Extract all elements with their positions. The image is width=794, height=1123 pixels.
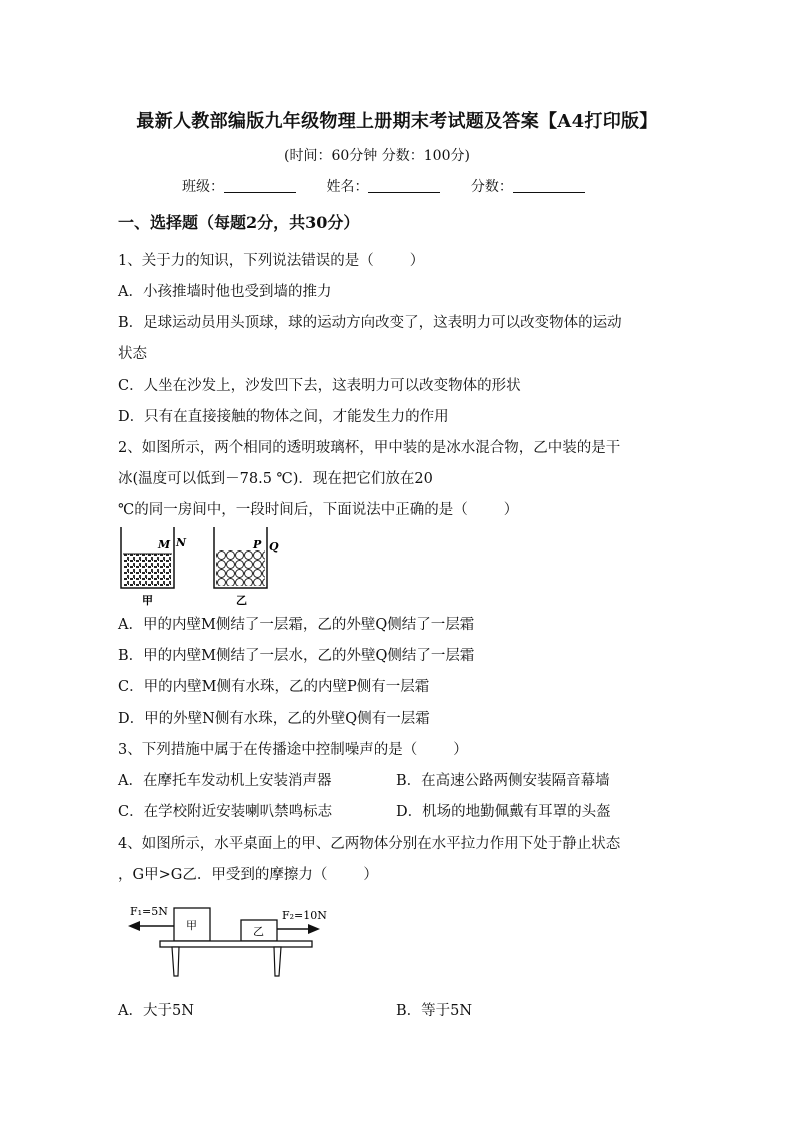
class-field [182,176,296,196]
class-blank [224,178,296,193]
q4-stem-2 [118,863,378,884]
score-blank [513,178,585,193]
block-jia-label: 甲 [186,919,197,932]
q2-option-b: B．甲的内壁M侧结了一层水，乙的外壁Q侧结了一层霜 [118,648,475,664]
q3-option-b: B．在高速公路两侧安装隔音幕墙 [396,773,610,789]
name-blank [368,178,440,193]
q4-stem-1: 4、如图所示，水平桌面上的甲、乙两物体分别在水平拉力作用下处于静止状态 [118,836,621,852]
q1-option-b: B．足球运动员用头顶球，球的运动方向改变了，这表明力可以改变物体的运动 [118,315,622,331]
q1-option-c: C．人坐在沙发上，沙发凹下去，这表明力可以改变物体的形状 [118,378,521,394]
page-title: 最新人教部编版九年级物理上册期末考试题及答案【A4打印版】 [136,111,658,132]
q3-stem-text: 3、下列措施中属于在传播途中控制噪声的是（ [118,742,418,758]
fig-label-jia: 甲 [142,594,153,607]
q2-stem-3-end: ） [503,502,519,518]
q1-option-b-cont: 状态 [118,346,147,362]
score-field [471,176,585,196]
q3-option-a: A．在摩托车发动机上安装消声器 [118,773,332,789]
q1-stem-text: 1、关于力的知识，下列说法错误的是（ [118,253,374,269]
cup-yi-icon [214,527,267,588]
arrow-right-icon [308,924,320,934]
q2-stem-1: 2、如图所示，两个相同的透明玻璃杯，甲中装的是冰水混合物，乙中装的是干 [118,440,621,456]
force-f2-label: F₂=10N [282,909,327,922]
fig-label-yi: 乙 [236,594,247,607]
arrow-left-icon [128,921,140,931]
class-label: 班级： [182,179,224,195]
q3-stem-end: ） [453,742,468,758]
q1-option-a: A．小孩推墙时他也受到墙的推力 [118,284,332,300]
q2-cups-figure [118,524,288,610]
q2-stem-3-text: ℃的同一房间中，一段时间后，下面说法中正确的是（ [118,502,468,518]
fig-label-p: P [253,538,262,551]
fig-label-n: N [176,536,187,549]
fig-label-m: M [158,538,171,551]
q3-option-c: C．在学校附近安装喇叭禁鸣标志 [118,804,333,820]
q1-stem-end: ） [409,253,425,269]
fig-label-q: Q [269,540,279,553]
score-label: 分数： [470,179,513,195]
q2-option-c: C．甲的内壁M侧有水珠，乙的内壁P侧有一层霜 [118,679,430,695]
section-heading: 一、选择题（每题2分，共30分） [118,213,360,232]
q1-stem [118,249,424,270]
q2-option-d: D．甲的外壁N侧有水珠，乙的外壁Q侧有一层霜 [118,711,430,727]
q1-option-d: D．只有在直接接触的物体之间，才能发生力的作用 [118,409,449,425]
q3-stem [118,738,468,759]
q4-stem-2-text: ，G甲>G乙．甲受到的摩擦力（ [118,867,328,883]
table-icon [160,941,312,976]
q4-option-b: B．等于5N [396,1003,473,1019]
q2-option-a: A．甲的内壁M侧结了一层霜，乙的外壁Q侧结了一层霜 [118,617,475,633]
q2-stem-3 [118,498,518,519]
cup-jia-icon [121,527,174,588]
exam-time-score: (时间：60分钟 分数：100分) [284,148,470,164]
q4-option-a: A．大于5N [118,1003,194,1019]
name-field [326,176,440,196]
name-label: 姓名： [326,179,369,195]
force-f1-label: F₁=5N [130,905,168,918]
q4-table-figure [124,898,334,980]
q3-option-d: D．机场的地勤佩戴有耳罩的头盔 [396,804,611,820]
q4-stem-2-end: ） [363,867,378,883]
q2-stem-2: 冰(温度可以低到－78.5 ℃)．现在把它们放在20 [118,471,433,487]
block-yi-label: 乙 [253,925,264,938]
student-info-line [182,176,611,196]
